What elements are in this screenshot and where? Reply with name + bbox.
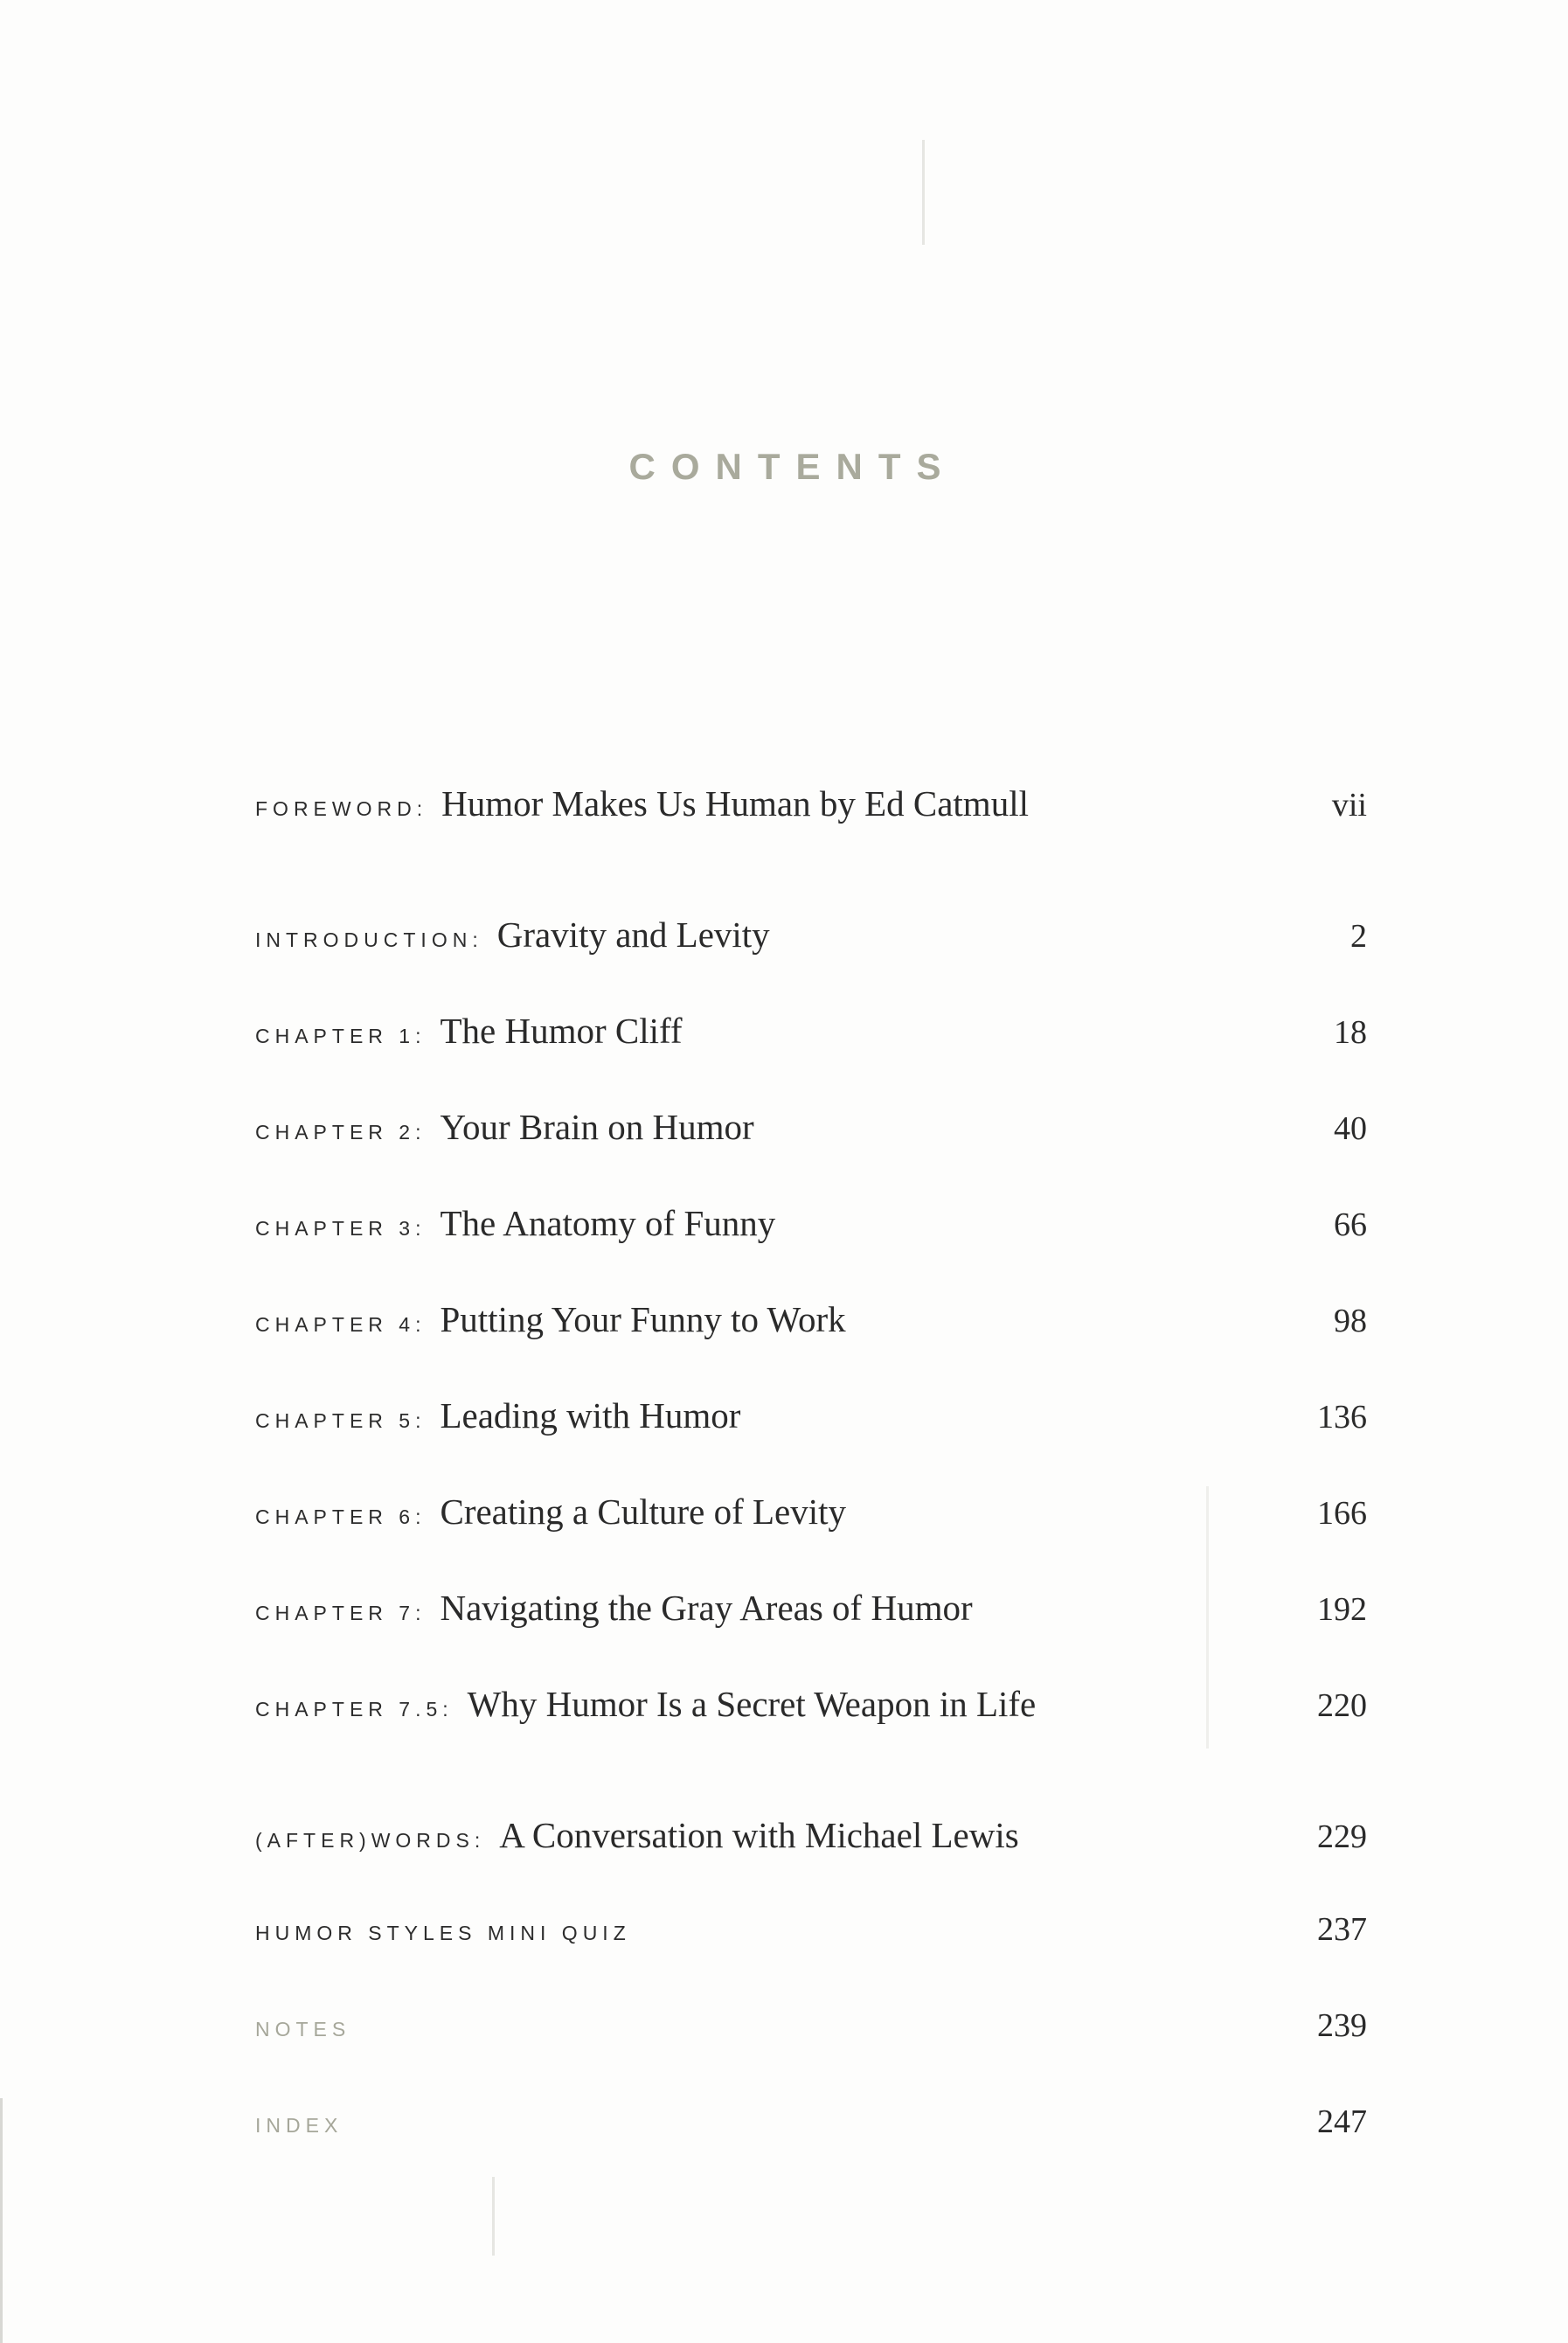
toc-label: CHAPTER 7.5: xyxy=(255,1698,454,1721)
toc-title: Why Humor Is a Secret Weapon in Life xyxy=(467,1684,1037,1724)
toc-page-number: 66 xyxy=(1334,1206,1367,1243)
toc-label: NOTES xyxy=(255,2018,351,2041)
toc-page-number: 98 xyxy=(1334,1303,1367,1339)
toc-title: The Anatomy of Funny xyxy=(440,1203,776,1243)
scan-artifact xyxy=(1206,1486,1209,1749)
toc-label: INDEX xyxy=(255,2114,343,2137)
toc-page-number: 247 xyxy=(1317,2103,1367,2140)
toc-title: Gravity and Levity xyxy=(496,914,770,955)
toc-page-number: 18 xyxy=(1334,1014,1367,1051)
toc-entry-chapter-6[interactable] xyxy=(255,1491,1367,1543)
toc-entry-chapter-2[interactable] xyxy=(255,1106,1367,1158)
toc-label: CHAPTER 5: xyxy=(255,1409,427,1432)
scan-artifact xyxy=(0,2098,3,2343)
toc-page-number: vii xyxy=(1331,787,1367,824)
toc-label: FOREWORD: xyxy=(255,797,428,820)
toc-title: Humor Makes Us Human by Ed Catmull xyxy=(441,783,1029,824)
toc-page-number: 237 xyxy=(1317,1911,1367,1948)
toc-page-number: 136 xyxy=(1317,1399,1367,1436)
scan-artifact xyxy=(922,140,925,245)
toc-title: Your Brain on Humor xyxy=(440,1107,754,1147)
toc-label: (AFTER)WORDS: xyxy=(255,1829,486,1852)
toc-entry-chapter-5[interactable] xyxy=(255,1394,1367,1447)
toc-page-number: 229 xyxy=(1317,1818,1367,1855)
toc-label: HUMOR STYLES MINI QUIZ xyxy=(255,1922,631,1944)
toc-title: Navigating the Gray Areas of Humor xyxy=(440,1588,973,1628)
scan-artifact xyxy=(492,2177,495,2256)
toc-title: Putting Your Funny to Work xyxy=(440,1299,846,1339)
toc-label: INTRODUCTION: xyxy=(255,928,483,951)
toc-label: CHAPTER 2: xyxy=(255,1121,427,1144)
toc-title: Creating a Culture of Levity xyxy=(440,1491,847,1532)
toc-entry-chapter-7-5[interactable] xyxy=(255,1683,1367,1735)
toc-entry-foreword[interactable] xyxy=(255,782,1367,835)
toc-page-number: 239 xyxy=(1317,2007,1367,2044)
page-title: CONTENTS xyxy=(628,446,957,487)
toc-entry-chapter-3[interactable] xyxy=(255,1202,1367,1255)
toc-title: The Humor Cliff xyxy=(440,1011,683,1051)
toc-label: CHAPTER 1: xyxy=(255,1025,427,1047)
toc-entry-chapter-1[interactable] xyxy=(255,1010,1367,1062)
toc-entry-chapter-7[interactable] xyxy=(255,1587,1367,1639)
toc-entry-index[interactable] xyxy=(255,2103,1367,2155)
toc-entry-notes[interactable] xyxy=(255,2006,1367,2059)
toc-label: CHAPTER 6: xyxy=(255,1505,427,1528)
toc-page-number: 2 xyxy=(1350,918,1367,955)
toc-entry-afterwords[interactable] xyxy=(255,1814,1367,1867)
toc-page-number: 166 xyxy=(1317,1495,1367,1532)
toc-entry-introduction[interactable] xyxy=(255,914,1367,966)
toc-label: CHAPTER 3: xyxy=(255,1217,427,1240)
toc-title: Leading with Humor xyxy=(440,1395,741,1436)
toc-entry-quiz[interactable] xyxy=(255,1910,1367,1963)
toc-entry-chapter-4[interactable] xyxy=(255,1298,1367,1351)
toc-label: CHAPTER 4: xyxy=(255,1313,427,1336)
toc-label: CHAPTER 7: xyxy=(255,1602,427,1624)
toc-page-number: 220 xyxy=(1317,1687,1367,1724)
toc-title: A Conversation with Michael Lewis xyxy=(499,1815,1019,1855)
toc-page-number: 40 xyxy=(1334,1110,1367,1147)
toc-page-number: 192 xyxy=(1317,1591,1367,1628)
